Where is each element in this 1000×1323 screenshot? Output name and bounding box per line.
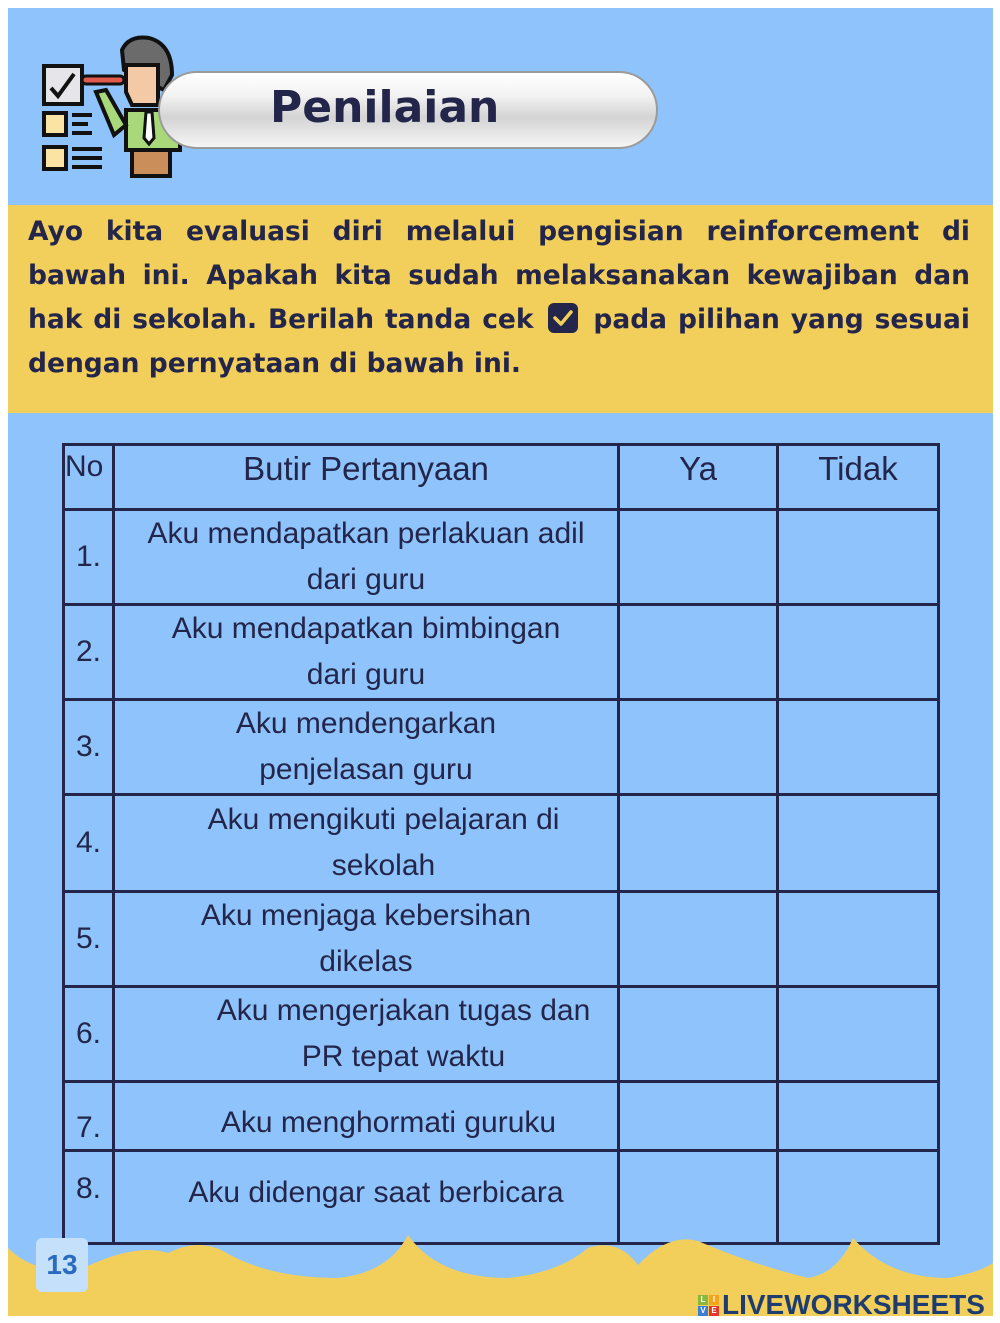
row-number: 3. (64, 700, 114, 795)
row-number: 2. (64, 605, 114, 700)
answer-ya-cell[interactable] (619, 1151, 778, 1244)
table-row (64, 795, 939, 892)
answer-tidak-cell[interactable] (778, 795, 939, 892)
row-question: Aku mendapatkan bimbingan dari guru (114, 605, 619, 700)
row-number: 5. (64, 892, 114, 987)
answer-ya-cell[interactable] (619, 700, 778, 795)
row-number: 4. (64, 795, 114, 892)
answer-tidak-cell[interactable] (778, 1082, 939, 1151)
answer-ya-cell[interactable] (619, 795, 778, 892)
instruction-part-2: pada pilihan yang sesuai dengan pernyataan di bawah ini. (28, 304, 970, 379)
instruction-band (8, 205, 993, 413)
live-badge-icon (698, 1295, 719, 1316)
header-question: Butir Pertanyaan (114, 445, 619, 510)
row-question: Aku mendengarkan penjelasan guru (114, 700, 619, 795)
brand-name: LIVEWORKSHEETS (722, 1289, 985, 1316)
row-number: 7. (64, 1082, 114, 1151)
answer-ya-cell[interactable] (619, 987, 778, 1082)
answer-ya-cell[interactable] (619, 510, 778, 605)
table-row (64, 1082, 939, 1151)
table-header-row (64, 445, 939, 510)
row-number: 6. (64, 987, 114, 1082)
row-question: Aku didengar saat berbicara (114, 1151, 619, 1244)
row-number: 8. (64, 1151, 114, 1244)
answer-tidak-cell[interactable] (778, 987, 939, 1082)
answer-ya-cell[interactable] (619, 892, 778, 987)
instruction-part-1: Ayo kita evaluasi diri melalui pengisian reinforcement di bawah ini. Apakah kita sudah melaksanakan kewajiban dan hak di sekolah. Berilah tanda cek (28, 216, 970, 335)
header-no: No (64, 445, 114, 510)
answer-tidak-cell[interactable] (778, 700, 939, 795)
page-title: Penilaian (270, 82, 500, 133)
table-row (64, 1151, 939, 1244)
row-question: Aku menghormati guruku (114, 1082, 619, 1151)
row-number: 1. (64, 510, 114, 605)
checkbox-checked-icon (548, 303, 578, 333)
answer-ya-cell[interactable] (619, 605, 778, 700)
row-question: Aku menjaga kebersihan dikelas (114, 892, 619, 987)
answer-tidak-cell[interactable] (778, 1151, 939, 1244)
answer-tidak-cell[interactable] (778, 892, 939, 987)
badge-letter: V (698, 1306, 708, 1316)
badge-letter: E (709, 1306, 719, 1316)
badge-letter: I (709, 1295, 719, 1305)
answer-ya-cell[interactable] (619, 1082, 778, 1151)
header-tidak: Tidak (778, 445, 939, 510)
assessment-table (62, 443, 940, 1245)
row-question: Aku mengikuti pelajaran di sekolah (114, 795, 619, 892)
page-number: 13 (36, 1238, 88, 1292)
table-row (64, 605, 939, 700)
answer-tidak-cell[interactable] (778, 510, 939, 605)
worksheet-page (8, 8, 993, 1316)
answer-tidak-cell[interactable] (778, 605, 939, 700)
liveworksheets-logo (698, 1290, 985, 1316)
table-row (64, 987, 939, 1082)
table-row (64, 892, 939, 987)
row-question: Aku mendapatkan perlakuan adil dari guru (114, 510, 619, 605)
header-ya: Ya (619, 445, 778, 510)
table-row (64, 510, 939, 605)
table-row (64, 700, 939, 795)
row-question: Aku mengerjakan tugas dan PR tepat waktu (114, 987, 619, 1082)
badge-letter: L (698, 1295, 708, 1305)
instruction-text (28, 210, 970, 386)
